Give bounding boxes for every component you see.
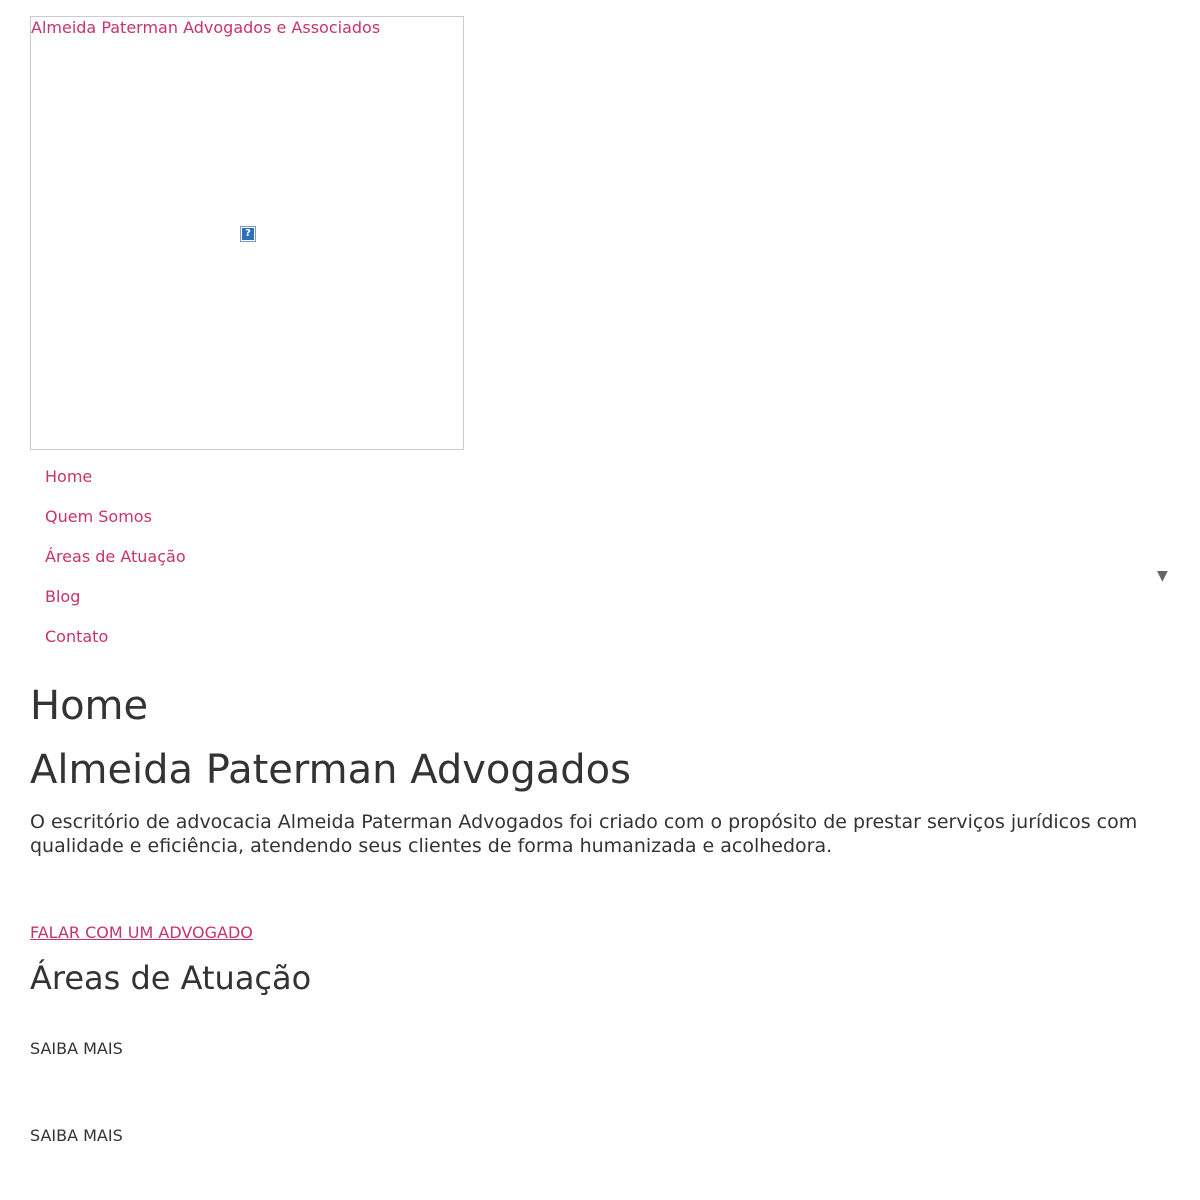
nav-link-areas[interactable]: Áreas de Atuação <box>45 547 186 566</box>
main-navigation <box>45 467 186 667</box>
saiba-mais-button[interactable]: SAIBA MAIS <box>30 1039 123 1058</box>
nav-link-contato[interactable]: Contato <box>45 627 109 646</box>
logo-container[interactable] <box>30 16 464 450</box>
broken-image-glyph: ? <box>242 228 254 240</box>
page-title: Home <box>30 683 149 729</box>
nav-link-blog[interactable]: Blog <box>45 587 81 606</box>
dropdown-arrow-icon[interactable]: ▼ <box>1157 568 1168 584</box>
hero-title: Almeida Paterman Advogados <box>30 747 631 793</box>
areas-section-title: Áreas de Atuação <box>30 959 312 997</box>
hero-description: O escritório de advocacia Almeida Paterman Advogados foi criado com o propósito de prestar serviços jurídicos com qualidade e eficiência, atendendo seus clientes de forma humanizada e acolhedora. <box>30 811 1138 857</box>
nav-item-areas <box>45 547 186 587</box>
nav-item-blog <box>45 587 186 627</box>
nav-link-home[interactable]: Home <box>45 467 93 486</box>
logo-alt-text[interactable]: Almeida Paterman Advogados e Associados <box>31 18 381 37</box>
broken-image-icon <box>240 226 256 242</box>
saiba-mais-button[interactable]: SAIBA MAIS <box>30 1126 123 1145</box>
nav-item-home <box>45 467 186 507</box>
nav-item-quem-somos <box>45 507 186 547</box>
nav-item-contato <box>45 627 186 667</box>
nav-link-quem-somos[interactable]: Quem Somos <box>45 507 152 526</box>
talk-to-lawyer-link[interactable]: FALAR COM UM ADVOGADO <box>30 923 253 942</box>
